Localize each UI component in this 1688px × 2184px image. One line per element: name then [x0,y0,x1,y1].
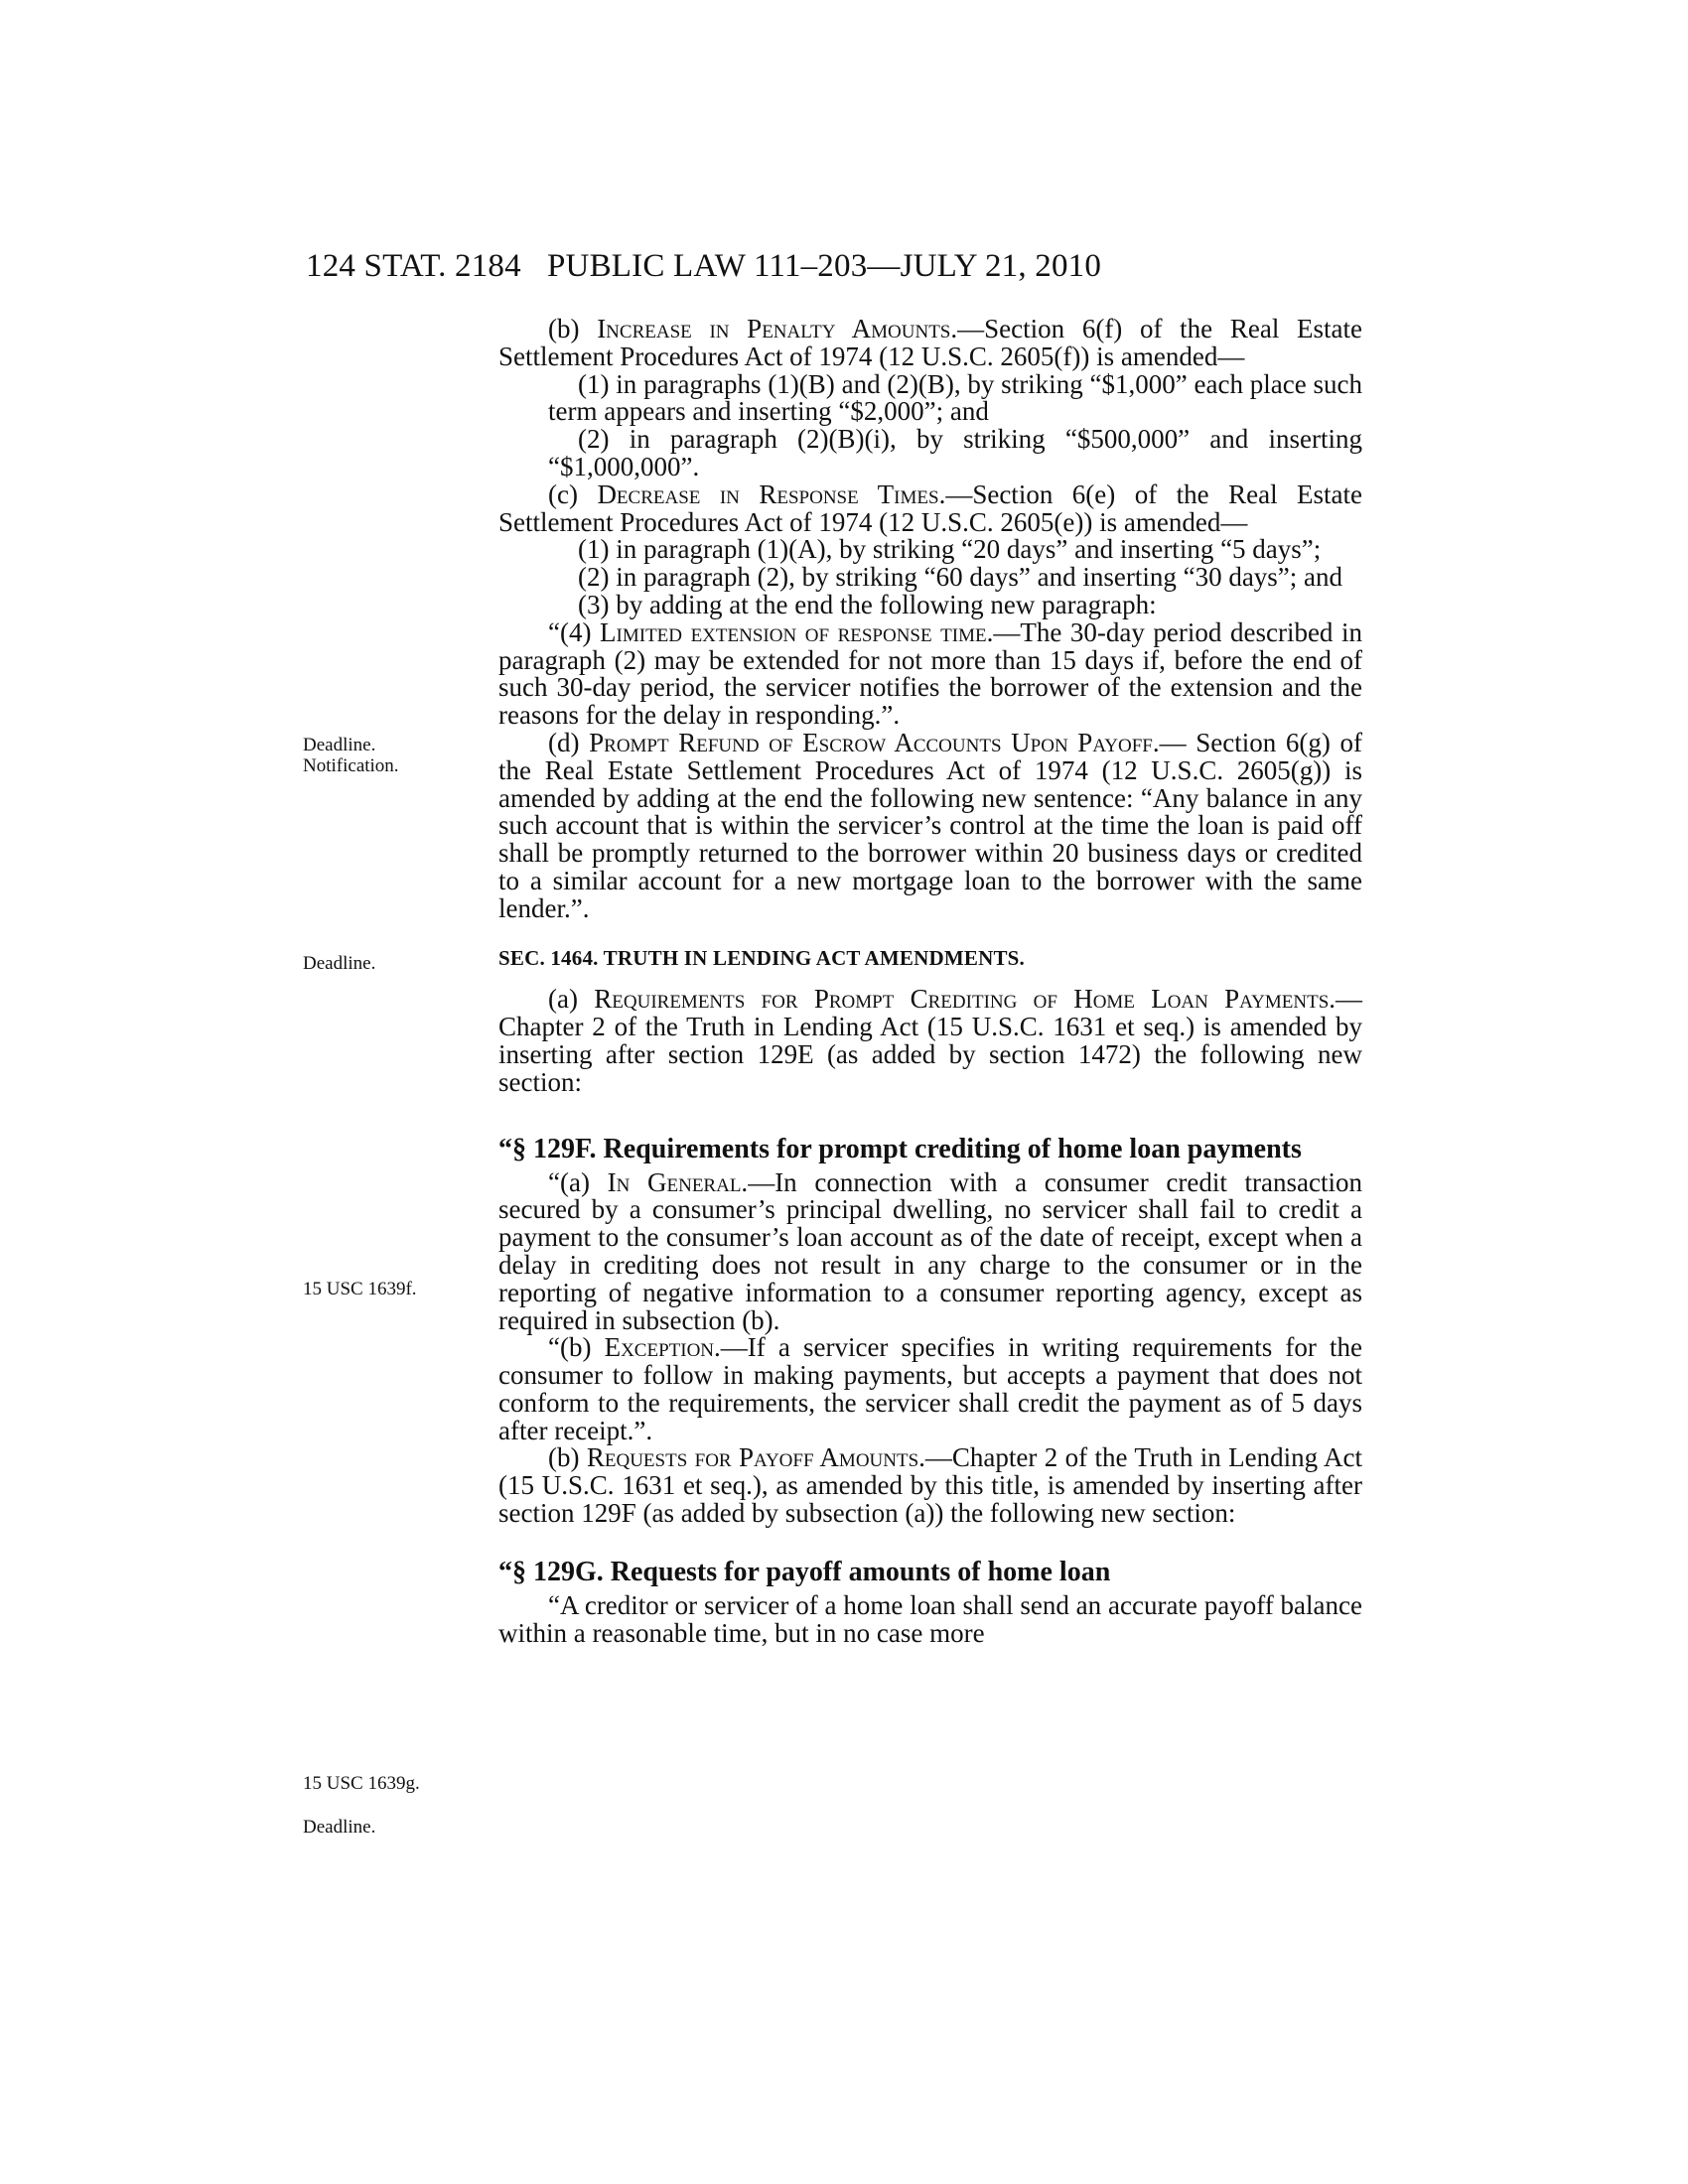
section-heading-1464: SEC. 1464. TRUTH IN LENDING ACT AMENDMENTS. [498,945,1026,970]
paragraph-c1: (1) in paragraph (1)(A), by striking “20 days” and inserting “5 days”; [578,534,1322,565]
law-title: PUBLIC LAW 111–203—JULY 21, 2010 [547,248,1102,284]
section-heading-129f: “§ 129F. Requirements for prompt crediting of home loan payments [498,1133,1302,1164]
paragraph-c: (c) Decrease in Response Times.—Section 6(e) of the Real Estate Settlement Procedures Act of 1974 (12 U.S.C. 2605(e)) is amended— [498,478,1362,537]
margin-note-deadline: Deadline. [303,1817,376,1838]
paragraph-heading: Limited extension of response time. [600,616,994,647]
paragraph-b1: (1) in paragraphs (1)(B) and (2)(B), by striking “$1,000” each place such term appears and inserting “$2,000”; and [548,368,1362,427]
paragraph-b2: (2) in paragraph (2)(B)(i), by striking “$500,000” and inserting “$1,000,000”. [548,424,1362,481]
paragraph-heading: In General. [607,1166,749,1197]
paragraph-d: (d) Prompt Refund of Escrow Accounts Upon Payoff.— Section 6(g) of the Real Estate Settlement Procedures Act of 1974 (12 U.S.C. 2605(g)) is amended by adding at the end the following new sentence: “Any balance in any such account that is within the servicer’s control at the time the loan is paid off shall be promptly returned to the borrower within 20 business days or credited to a similar account for a new mortgage loan to the borrower with the same lender.”. [498,727,1362,923]
paragraph-heading: Increase in Penalty Amounts. [597,314,958,343]
paragraph-129f-b: “(b) Exception.—If a servicer specifies in writing requirements for the consumer to follow in making payments, but accepts a payment that does not conform to the requirements, the servicer shall credit the payment as of 5 days after receipt.”. [498,1332,1363,1445]
paragraph-c4: “(4) Limited extension of response time.—The 30-day period described in paragraph (2) may be extended for not more than 15 days if, before the end of such 30-day period, the servicer notifies the borrower of the extension and the reasons for the delay in responding.”. [498,616,1362,731]
paragraph-c3: (3) by adding at the end the following new paragraph: [578,589,1157,619]
paragraph-heading: Decrease in Response Times. [597,478,946,509]
margin-note-text: Deadline. [303,735,376,755]
document-body [498,316,1362,1647]
margin-note-deadline-notification [303,735,399,776]
paragraph-heading: Exception. [604,1332,721,1363]
paragraph-1464-b: (b) Requests for Payoff Amounts.—Chapter 2 of the Truth in Lending Act (15 U.S.C. 1631 et seq.), as amended by this title, is amended by inserting after section 129F (as added by subsection (a)) the following new section: [498,1442,1362,1529]
stat-reference: 124 STAT. 2184 [306,248,521,284]
paragraph-heading: Prompt Refund of Escrow Accounts Upon Payoff. [589,727,1160,757]
margin-note-usc-1639g: 15 USC 1639g. [303,1773,420,1794]
paragraph-heading: Requirements for Prompt Crediting of Home Loan Payments. [594,984,1336,1015]
paragraph-129f-a: “(a) In General.—In connection with a consumer credit transaction secured by a consumer’s principal dwelling, no servicer shall fail to credit a payment to the consumer’s loan account as of the date of receipt, except when a delay in crediting does not result in any charge to the consumer or in the reporting of negative information to a consumer reporting agency, except as required in subsection (b). [498,1166,1362,1335]
paragraph-b: (b) Increase in Penalty Amounts.—Section 6(f) of the Real Estate Settlement Procedures Act of 1974 (12 U.S.C. 2605(f)) is amended— [498,314,1363,371]
paragraph-c2: (2) in paragraph (2), by striking “60 days” and inserting “30 days”; and [578,562,1343,593]
paragraph-1464-a: (a) Requirements for Prompt Crediting of Home Loan Payments.—Chapter 2 of the Truth in Lending Act (15 U.S.C. 1631 et seq.) is amended by inserting after section 129E (as added by section 1472) the following new section: [498,984,1363,1097]
paragraph-129g: “A creditor or servicer of a home loan shall send an accurate payoff balance within a reasonable time, but in no case more [498,1589,1362,1648]
paragraph-heading: Requests for Payoff Amounts. [586,1442,925,1473]
margin-note-deadline: Deadline. [303,953,376,974]
margin-note-text: Notification. [303,755,399,776]
margin-note-usc-1639f: 15 USC 1639f. [303,1279,417,1299]
section-heading-129g: “§ 129G. Requests for payoff amounts of home loan [498,1556,1111,1587]
